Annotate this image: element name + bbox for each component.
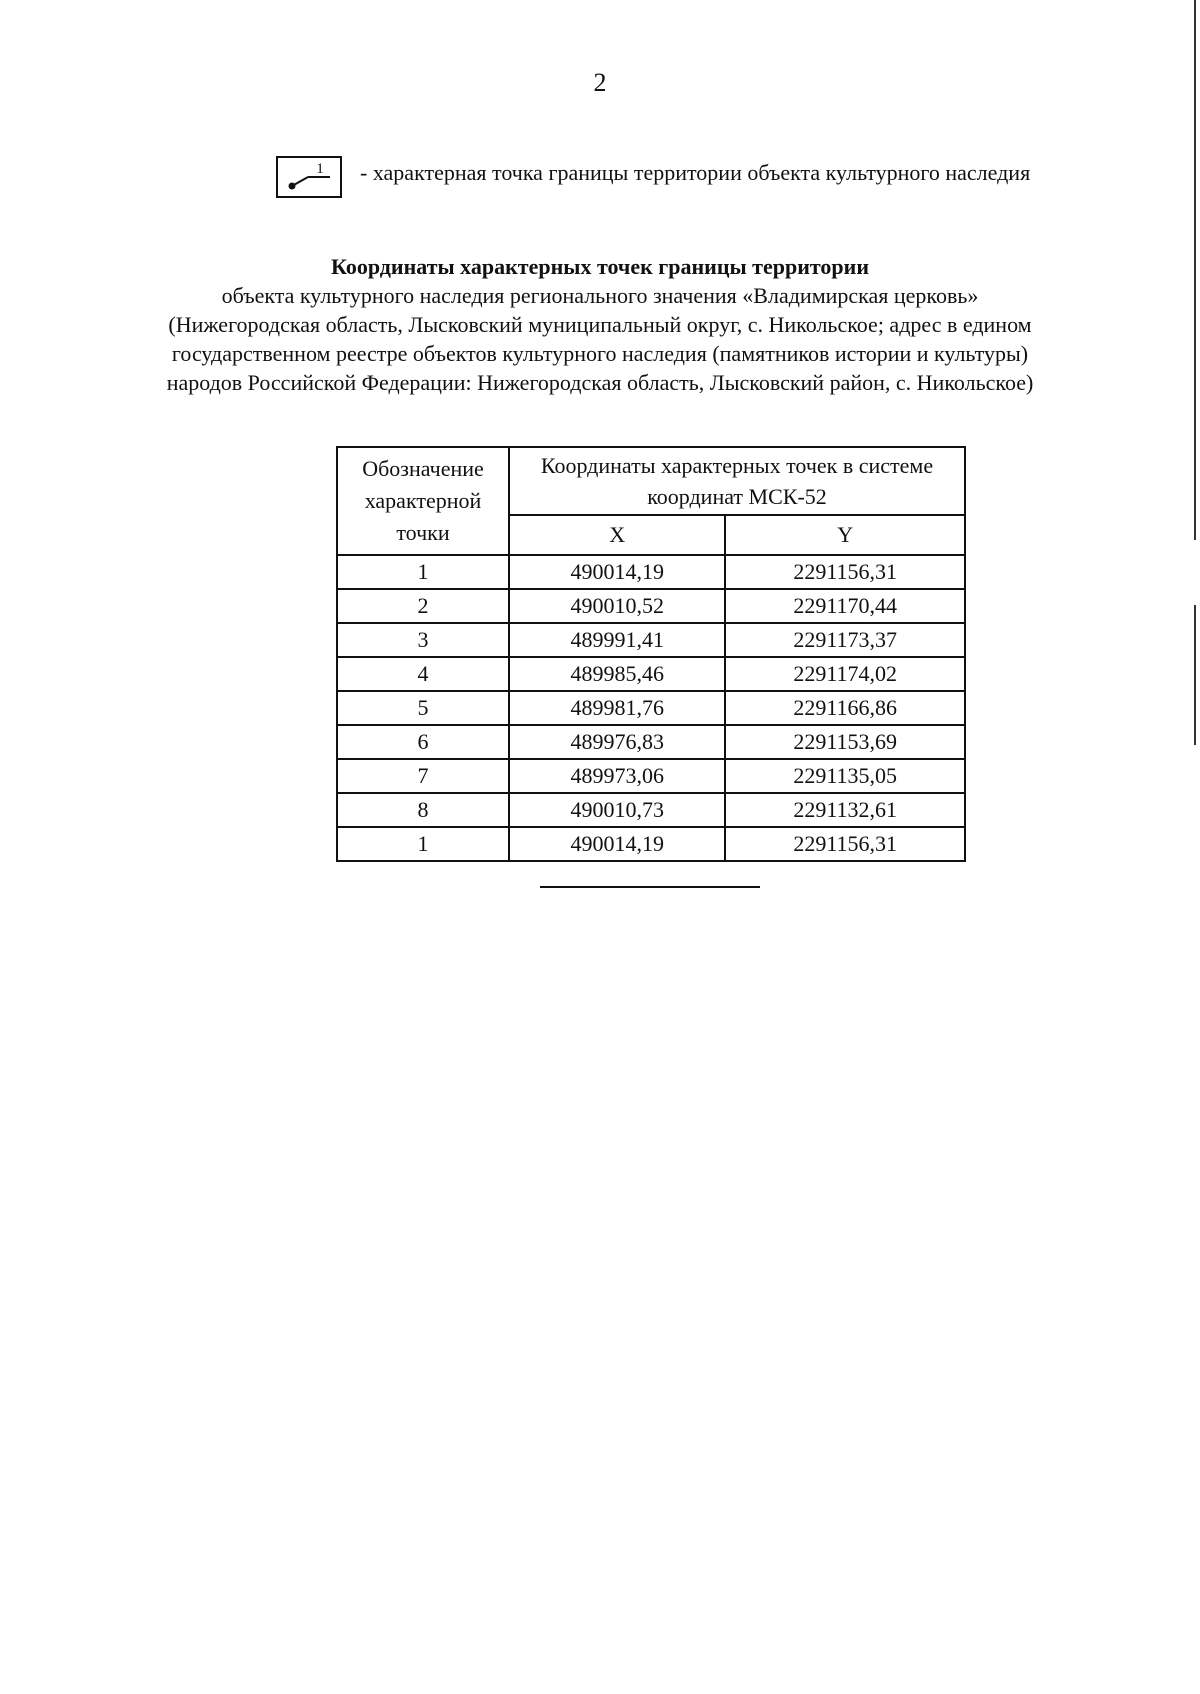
page-number: 2 <box>593 68 607 97</box>
header-coordinate-system: Координаты характерных точек в системе координат МСК-52 <box>509 447 965 515</box>
table-row <box>337 589 965 623</box>
cell-y: 2291173,37 <box>725 623 965 657</box>
cell-y: 2291132,61 <box>725 793 965 827</box>
header-x: X <box>509 515 725 555</box>
cell-point: 5 <box>337 691 509 725</box>
header-y: Y <box>725 515 965 555</box>
table-row <box>337 759 965 793</box>
boundary-point-marker-icon <box>278 158 340 196</box>
cell-x: 490010,52 <box>509 589 725 623</box>
legend-symbol-label: 1 <box>316 161 324 177</box>
table-row <box>337 623 965 657</box>
coordinates-table <box>336 446 966 862</box>
cell-y: 2291156,31 <box>725 827 965 861</box>
cell-point: 4 <box>337 657 509 691</box>
cell-x: 490014,19 <box>509 555 725 589</box>
heading-title: Координаты характерных точек границы территории <box>330 254 870 279</box>
cell-x: 489981,76 <box>509 691 725 725</box>
cell-y: 2291156,31 <box>725 555 965 589</box>
cell-y: 2291153,69 <box>725 725 965 759</box>
cell-x: 490010,73 <box>509 793 725 827</box>
table-row <box>337 555 965 589</box>
cell-x: 489976,83 <box>509 725 725 759</box>
end-divider <box>540 886 760 888</box>
scan-edge-line <box>1194 0 1196 540</box>
cell-point: 1 <box>337 555 509 589</box>
cell-point: 1 <box>337 827 509 861</box>
cell-y: 2291166,86 <box>725 691 965 725</box>
legend-text: - характерная точка границы территории объекта культурного наследия <box>360 160 1031 185</box>
cell-y: 2291174,02 <box>725 657 965 691</box>
table-row <box>337 691 965 725</box>
cell-y: 2291170,44 <box>725 589 965 623</box>
cell-point: 6 <box>337 725 509 759</box>
cell-y: 2291135,05 <box>725 759 965 793</box>
cell-point: 2 <box>337 589 509 623</box>
cell-point: 3 <box>337 623 509 657</box>
header-point-designation: Обозначение характерной точки <box>337 447 509 555</box>
cell-x: 490014,19 <box>509 827 725 861</box>
legend-symbol <box>276 156 342 198</box>
table-row <box>337 725 965 759</box>
scan-edge-line <box>1194 605 1196 745</box>
cell-x: 489973,06 <box>509 759 725 793</box>
document-heading <box>150 252 1050 397</box>
heading-body: объекта культурного наследия регионального значения «Владимирская церковь» (Нижегородская область, Лысковский муниципальный округ, с. Никольское; адрес в едином государственном реестре объектов культурного наследия (памятников истории и культуры) народов Российской Федерации: Нижегородская область, Лысковский район, с. Никольское) <box>166 283 1034 395</box>
cell-point: 7 <box>337 759 509 793</box>
cell-x: 489991,41 <box>509 623 725 657</box>
table-row <box>337 793 965 827</box>
cell-point: 8 <box>337 793 509 827</box>
table-row <box>337 827 965 861</box>
cell-x: 489985,46 <box>509 657 725 691</box>
table-row <box>337 657 965 691</box>
